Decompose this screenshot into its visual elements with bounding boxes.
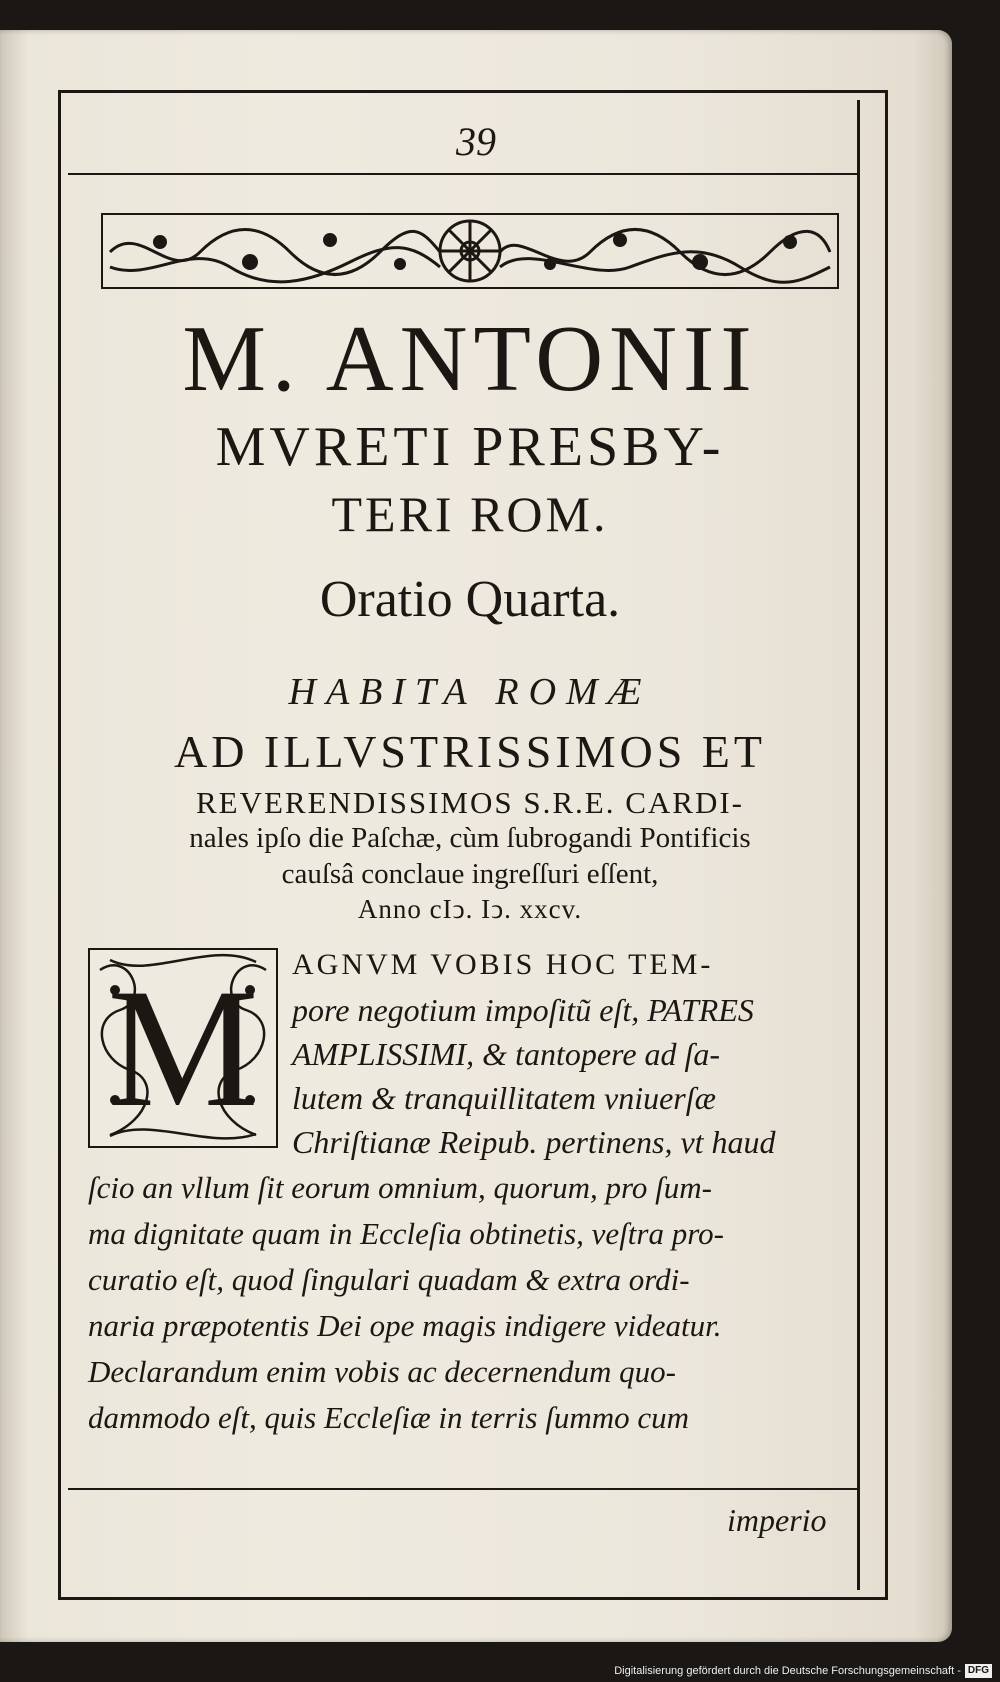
body-line-6: ſcio an vllum ſit eorum omnium, quorum, pro ſum- [88, 1170, 712, 1205]
body-line-8: curatio eſt, quod ſingulari quadam & extra ordi- [88, 1262, 690, 1297]
body-line-7: ma dignitate quam in Eccleſia obtinetis, veſtra pro- [88, 1216, 724, 1251]
body-line-10: Declarandum enim vobis ac decernendum quo- [88, 1354, 676, 1389]
title-line-3: TERI ROM. [331, 486, 609, 542]
body-line-3: AMPLISSIMI, & tantopere ad ſa- [292, 1036, 721, 1072]
habita-line: HABITA ROMÆ [288, 671, 652, 713]
body-line-11: dammodo eſt, quis Eccleſiæ in terris ſummo cum [88, 1400, 689, 1435]
nales-line: nales ipſo die Paſchæ, cùm ſubrogandi Pontificis [189, 822, 751, 854]
page-number: 39 [456, 119, 496, 164]
body-line-1: AGNVM VOBIS HOC TEM- [292, 948, 714, 981]
header-rule [68, 173, 858, 175]
digitization-footer [0, 1660, 1000, 1682]
title-line-2: MVRETI PRESBY- [215, 416, 725, 478]
body-line-5: Chriſtianæ Reipub. pertinens, vt haud [292, 1124, 776, 1160]
title-line-1: M. ANTONII [182, 307, 758, 411]
ad-line: AD ILLVSTRISSIMOS ET [173, 726, 767, 777]
dfg-logo: DFG [965, 1664, 992, 1678]
body-line-9: naria præpotentis Dei ope magis indigere videatur. [88, 1308, 722, 1343]
body-line-2: pore negotium impoſitũ eſt, PATRES [292, 992, 754, 1028]
anno-line: Anno cIↄ. Iↄ. xxcv. [357, 894, 583, 924]
catchword: imperio [727, 1502, 827, 1538]
decorated-initial [88, 948, 278, 1148]
rev-line: REVERENDISSIMOS S.R.E. CARDI- [195, 785, 745, 820]
initial-letter: M [107, 954, 259, 1142]
ornament-band [100, 212, 840, 290]
footer-rule [68, 1488, 858, 1490]
footer-text: Digitalisierung gefördert durch die Deutsche Forschungsgemeinschaft - [614, 1665, 961, 1677]
body-line-4: lutem & tranquillitatem vniuerſæ [292, 1080, 716, 1116]
subtitle: Oratio Quarta. [319, 571, 621, 628]
causa-line: cauſsâ conclaue ingreſſuri eſſent, [281, 858, 659, 890]
